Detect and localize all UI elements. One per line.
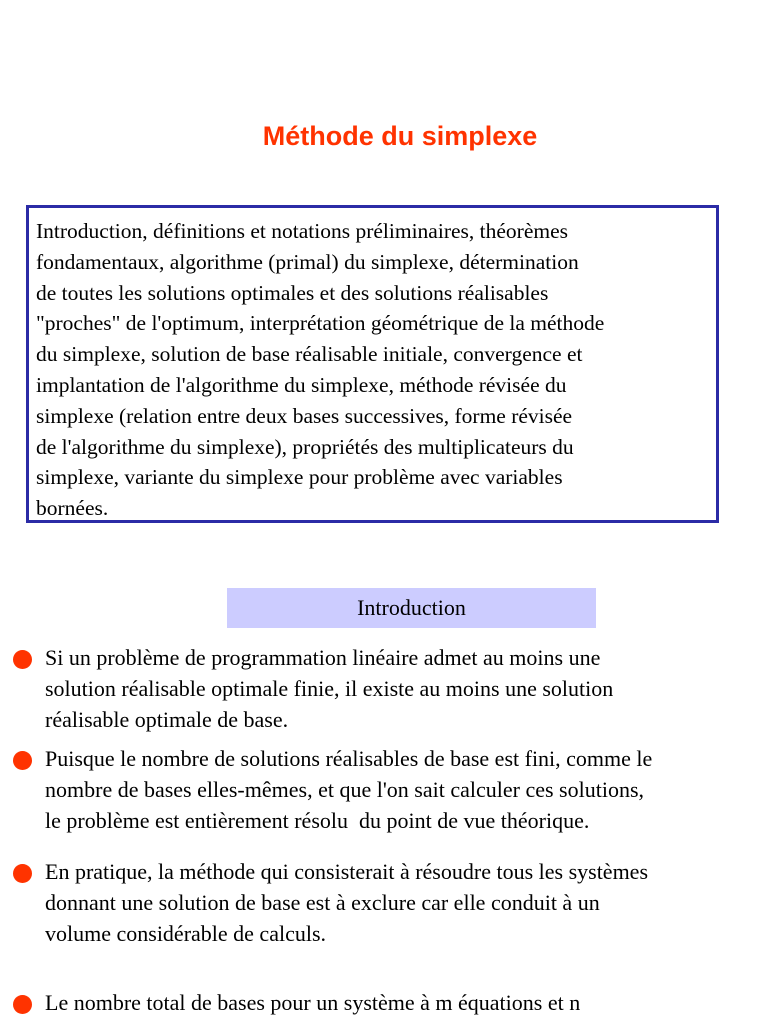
bullet-text: Puisque le nombre de solutions réalisables de base est fini, comme le nombre de bases elles-mêmes, et que l'on sait calculer ces solutions, le problème est entièrement résolu du point de vue théorique.: [45, 746, 653, 833]
bullet-dot-icon: [13, 751, 32, 770]
summary-box: [26, 205, 719, 523]
summary-text: Introduction, définitions et notations préliminaires, théorèmes fondamentaux, algorithme (primal) du simplexe, détermination de toutes les solutions optimales et des solutions réalisables "proches" de l'optimum, interprétation géométrique de la méthode du simplexe, solution de base réalisable initiale, convergence et implantation de l'algorithme du simplexe, méthode révisée du simplexe (relation entre deux bases successives, forme révisée de l'algorithme du simplexe), propriétés des multiplicateurs du simplexe, variante du simplexe pour problème avec variables bornées.: [36, 219, 605, 521]
bullet-dot-icon: [13, 995, 32, 1014]
bullet-text: En pratique, la méthode qui consisterait à résoudre tous les systèmes donnant une solution de base est à exclure car elle conduit à un volume considérable de calculs.: [45, 859, 649, 946]
section-heading: Introduction: [227, 588, 596, 628]
bullet-text: Le nombre total de bases pour un système à m équations et n: [45, 990, 581, 1015]
page-title: Méthode du simplexe: [262, 121, 538, 151]
bullet-dot-icon: [13, 864, 32, 883]
bullet-dot-icon: [13, 650, 32, 669]
bullet-text: Si un problème de programmation linéaire admet au moins une solution réalisable optimale finie, il existe au moins une solution réalisable optimale de base.: [45, 645, 614, 732]
